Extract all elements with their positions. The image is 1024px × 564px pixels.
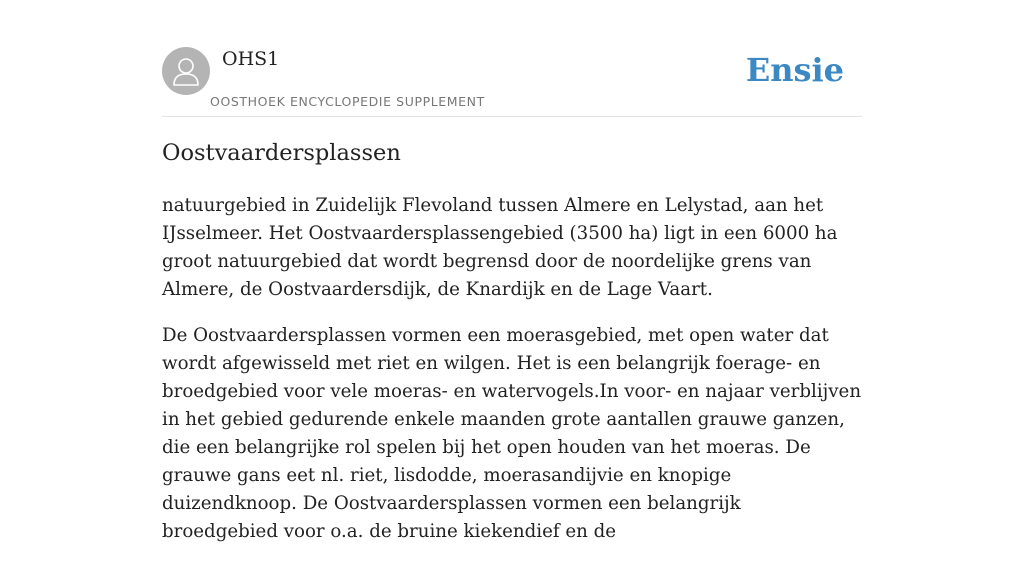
page-title: Oostvaardersplassen (162, 140, 401, 166)
user-icon (162, 47, 210, 95)
author-name[interactable]: OHS1 (222, 48, 280, 70)
paragraph: natuurgebied in Zuidelijk Flevoland tussen Almere en Lelystad, aan het IJsselmeer. Het Oostvaardersplassengebied (3500 ha) ligt in een 6000 ha groot natuurgebied dat wordt begrensd door de noordelijke grens van Almere, de Oostvaardersdijk, de Knardijk en de Lage Vaart. (162, 195, 838, 300)
article-header (162, 47, 862, 117)
paragraph: De Oostvaardersplassen vormen een moerasgebied, met open water dat wordt afgewisseld met riet en wilgen. Het is een belangrijk foerage- en broedgebied voor vele moeras- en watervogels.In voor- en najaar verblijven in het gebied gedurende enkele maanden grote aantallen grauwe ganzen, die een belangrijke rol spelen bij het open houden van het moeras. De grauwe gans eet nl. riet, lisdodde, moerasandijvie en knopige duizendknoop. De Oostvaardersplassen vormen een belangrijk broedgebied voor o.a. de bruine kiekendief en de (162, 325, 862, 542)
source-label: OOSTHOEK ENCYCLOPEDIE SUPPLEMENT (210, 94, 485, 109)
brand-logo[interactable]: Ensie (745, 51, 844, 89)
avatar[interactable] (162, 47, 210, 95)
article-body (162, 192, 862, 564)
